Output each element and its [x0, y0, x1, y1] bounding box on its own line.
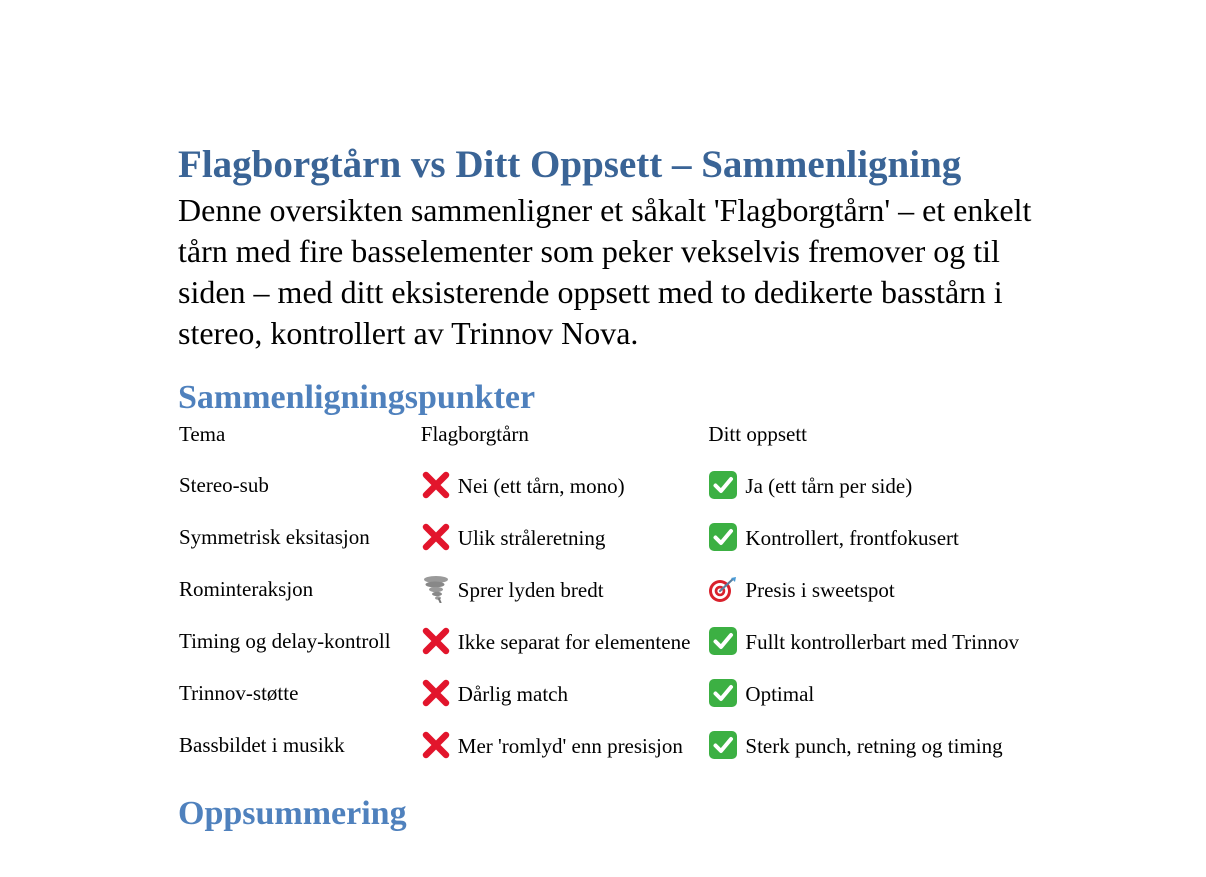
topic-cell: Trinnov-støtte [179, 681, 299, 705]
table-row [179, 448, 1038, 500]
summary-heading: Oppsummering [178, 795, 407, 832]
topic-cell: Bassbildet i musikk [179, 733, 345, 757]
yours-cell [708, 656, 1038, 708]
table-row [179, 552, 1038, 604]
cross-mark-icon [421, 731, 451, 759]
flagborg-cell [421, 500, 709, 552]
flagborg-cell [421, 604, 709, 656]
topic-cell: Timing og delay-kontroll [179, 629, 391, 653]
topic-cell: Symmetrisk eksitasjon [179, 525, 370, 549]
flagborg-cell [421, 448, 709, 500]
table-row [179, 708, 1038, 760]
check-mark-icon [708, 731, 738, 759]
yours-cell [708, 552, 1038, 604]
column-header-flagborg: Flagborgtårn [420, 422, 529, 446]
cross-mark-icon [421, 679, 451, 707]
yours-cell [708, 708, 1038, 760]
flagborg-text: Sprer lyden bredt [457, 578, 604, 602]
tornado-icon [421, 575, 451, 603]
flagborg-text: Ikke separat for elementene [457, 630, 691, 654]
intro-paragraph: Denne oversikten sammenligner et såkalt 'Flagborgtårn' – et enkelt tårn med fire basselementer som peker vekselvis fremover og til siden – med ditt eksisterende oppsett med to dedikerte basstårn i stereo, kontrollert av Trinnov Nova. [178, 192, 1032, 351]
document [178, 140, 1038, 836]
column-header-yours: Ditt oppsett [708, 422, 808, 446]
yours-text: Kontrollert, frontfokusert [745, 526, 959, 550]
check-mark-icon [708, 471, 738, 499]
flagborg-text: Mer 'romlyd' enn presisjon [457, 734, 683, 758]
yours-text: Optimal [745, 682, 815, 706]
cross-mark-icon [421, 523, 451, 551]
flagborg-text: Ulik stråleretning [457, 526, 606, 550]
flagborg-text: Nei (ett tårn, mono) [457, 474, 625, 498]
yours-cell [708, 448, 1038, 500]
comparison-heading: Sammenligningspunkter [178, 379, 536, 416]
cross-mark-icon [421, 627, 451, 655]
check-mark-icon [708, 679, 738, 707]
cross-mark-icon [421, 471, 451, 499]
yours-text: Fullt kontrollerbart med Trinnov [745, 630, 1020, 654]
topic-cell: Rominteraksjon [179, 577, 314, 601]
topic-cell: Stereo-sub [179, 473, 269, 497]
column-header-topic: Tema [179, 422, 226, 446]
table-row [179, 500, 1038, 552]
yours-cell [708, 500, 1038, 552]
page-title: Flagborgtårn vs Ditt Oppsett – Sammenligning [178, 143, 962, 186]
flagborg-cell [421, 552, 709, 604]
comparison-table [179, 420, 1038, 760]
table-row [179, 604, 1038, 656]
bullseye-icon [708, 575, 738, 603]
table-row [179, 656, 1038, 708]
flagborg-cell [421, 656, 709, 708]
table-header-row [179, 420, 1038, 448]
yours-text: Sterk punch, retning og timing [745, 734, 1003, 758]
check-mark-icon [708, 627, 738, 655]
yours-text: Ja (ett tårn per side) [745, 474, 913, 498]
flagborg-text: Dårlig match [457, 682, 568, 706]
yours-text: Presis i sweetspot [745, 578, 895, 602]
check-mark-icon [708, 523, 738, 551]
flagborg-cell [421, 708, 709, 760]
yours-cell [708, 604, 1038, 656]
